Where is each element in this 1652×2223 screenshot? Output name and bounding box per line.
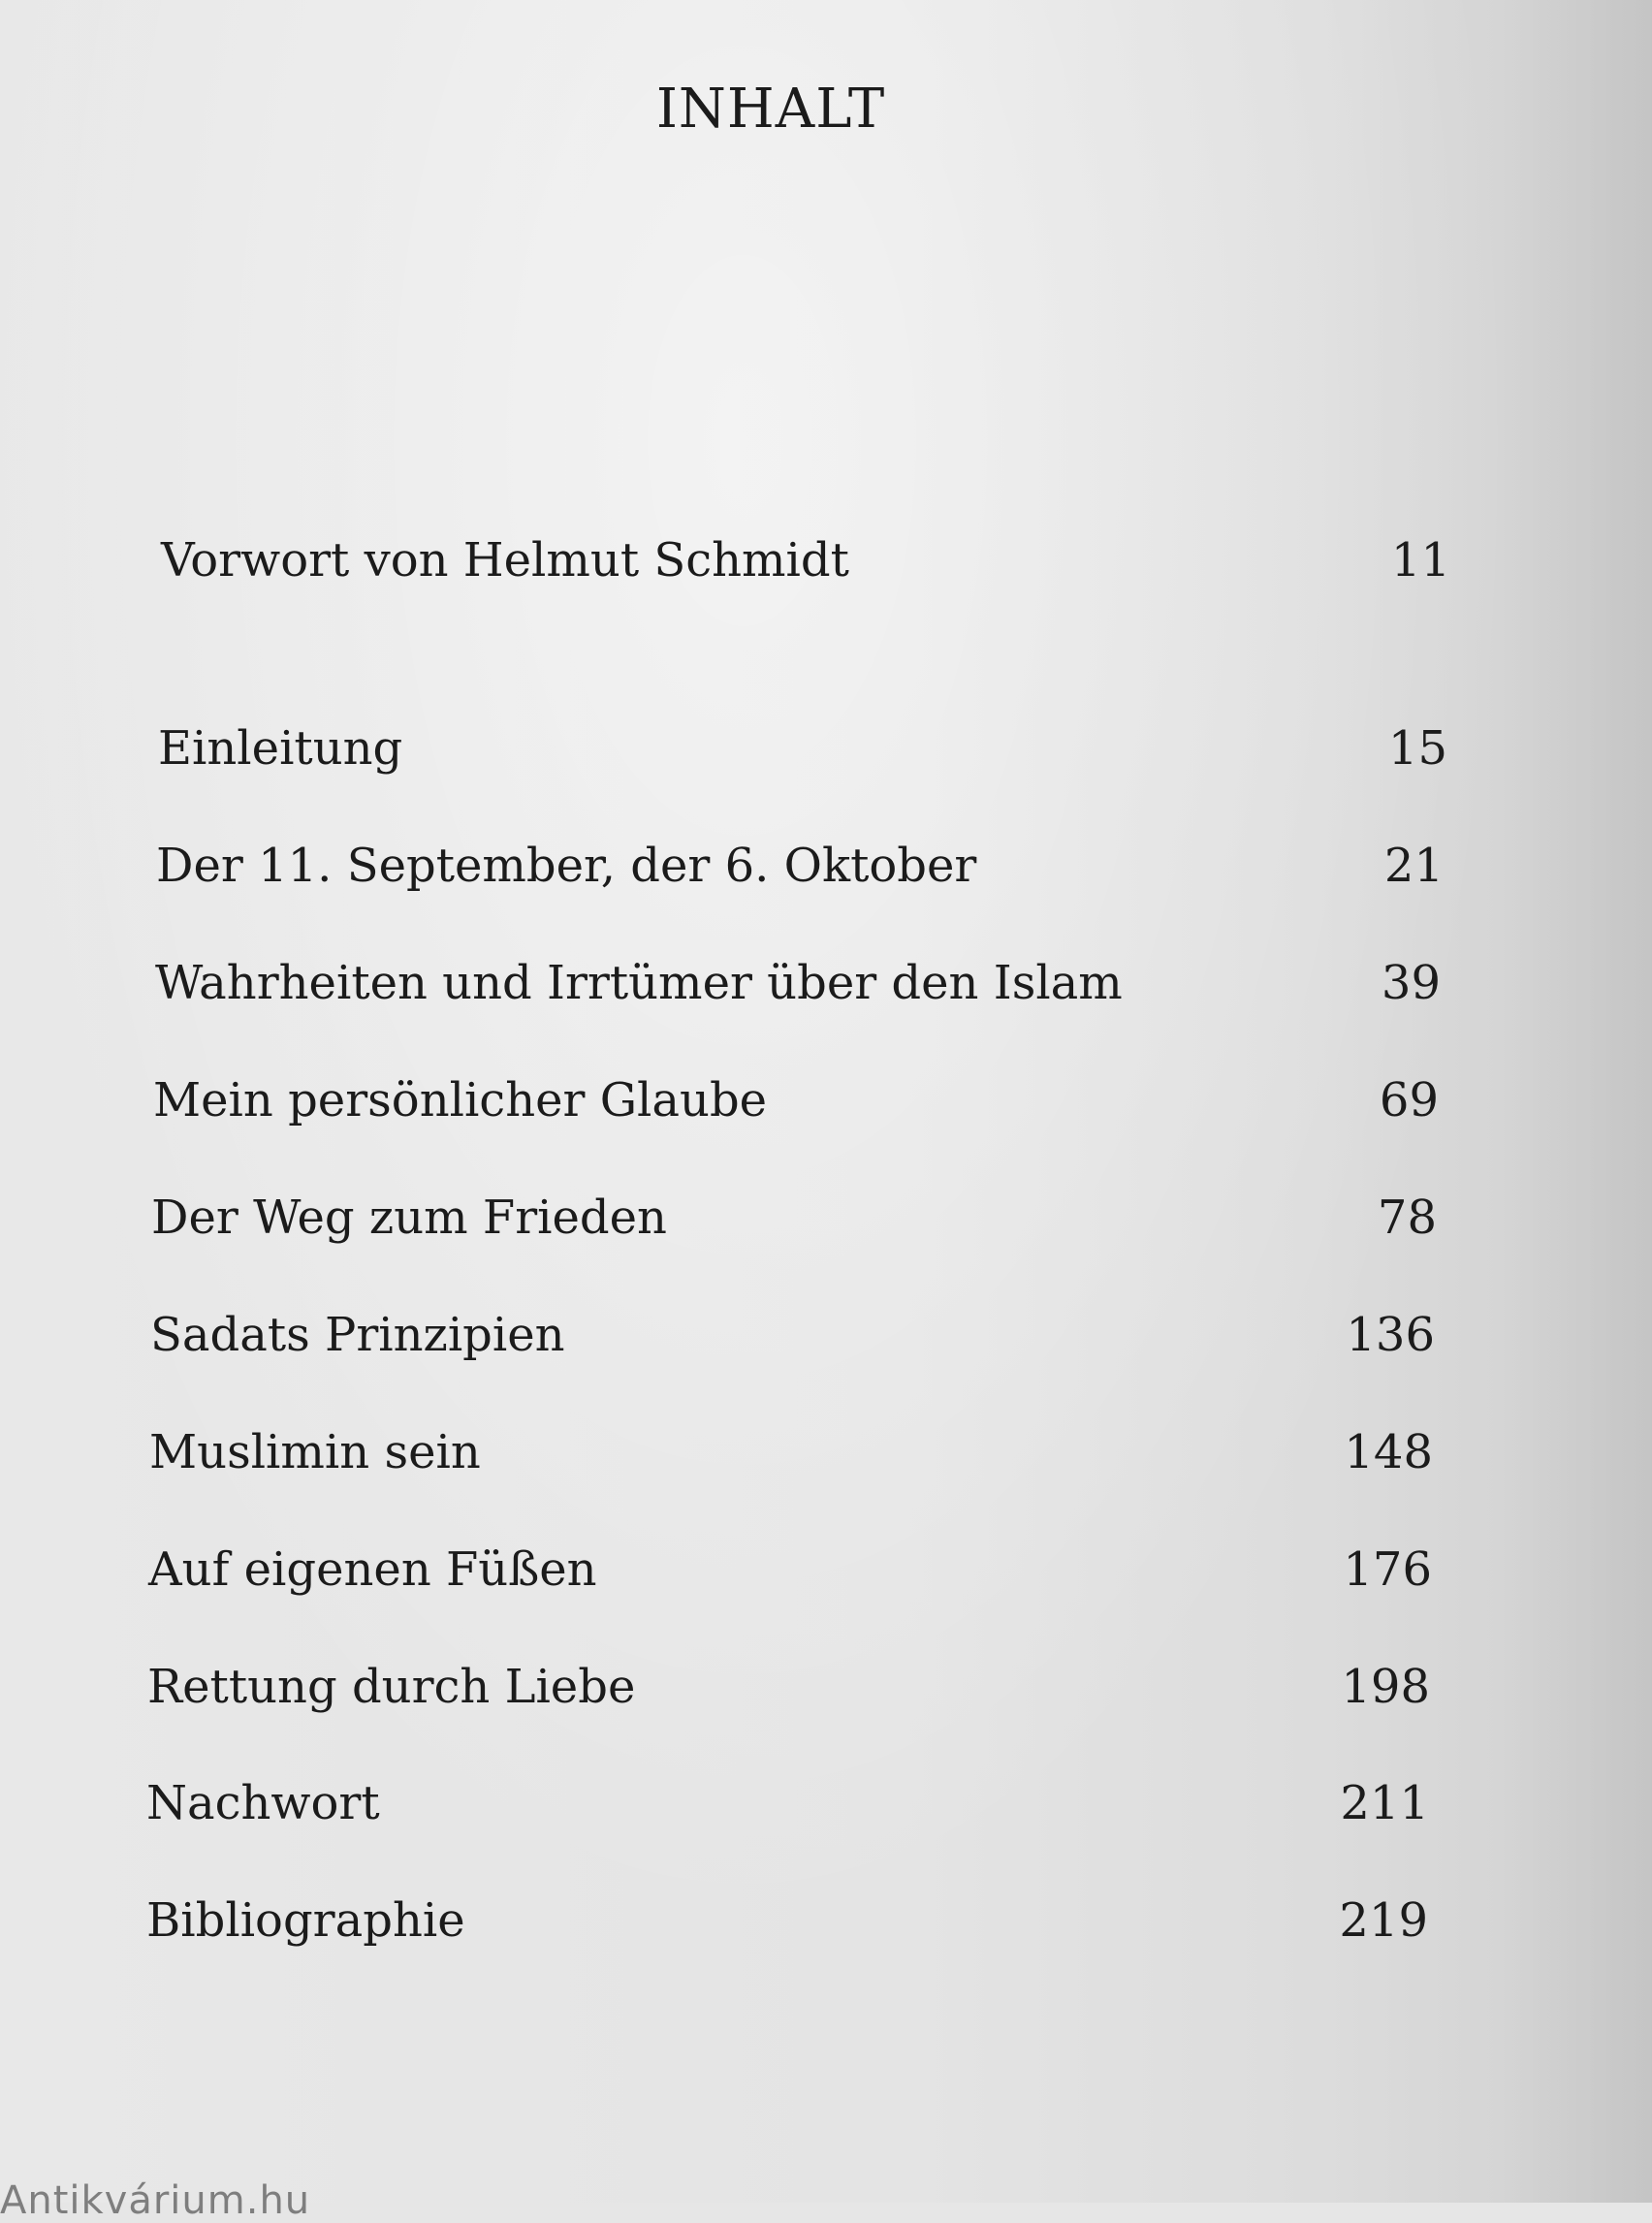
toc-entry-page: 176 bbox=[1343, 1542, 1432, 1597]
toc-entry-page: 11 bbox=[1390, 533, 1450, 588]
toc-entry-page: 69 bbox=[1379, 1073, 1439, 1127]
toc-entry-label: Bibliographie bbox=[146, 1893, 465, 1948]
watermark: Antikvárium.hu bbox=[0, 2178, 311, 2223]
toc-entry-label: Vorwort von Helmut Schmidt bbox=[161, 533, 849, 588]
toc-entry-page: 39 bbox=[1381, 956, 1441, 1010]
toc-entry-wahrheiten bbox=[155, 949, 1441, 1017]
toc-entry-label: Rettung durch Liebe bbox=[147, 1660, 636, 1714]
toc-entry-label: Der Weg zum Frieden bbox=[151, 1191, 667, 1245]
toc-entry-label: Der 11. September, der 6. Oktober bbox=[156, 839, 977, 893]
toc-entry-11-september bbox=[156, 832, 1444, 900]
toc-entry-page: 15 bbox=[1387, 721, 1447, 776]
toc-entry-page: 21 bbox=[1383, 839, 1444, 893]
toc-entry-weg-zum-frieden bbox=[151, 1184, 1437, 1252]
toc-entry-nachwort bbox=[146, 1769, 1429, 1837]
toc-entry-sadats-prinzipien bbox=[150, 1301, 1435, 1369]
toc-entry-label: Nachwort bbox=[146, 1776, 380, 1830]
toc-entry-eigenen-fuessen bbox=[148, 1536, 1432, 1604]
toc-entry-einleitung bbox=[158, 715, 1447, 782]
toc-entry-label: Einleitung bbox=[158, 721, 403, 776]
toc-entry-page: 198 bbox=[1341, 1660, 1430, 1714]
toc-entry-glaube bbox=[153, 1066, 1439, 1134]
toc-entry-page: 148 bbox=[1344, 1425, 1433, 1479]
page-title: INHALT bbox=[655, 78, 886, 141]
toc-entry-label: Wahrheiten und Irrtümer über den Islam bbox=[155, 956, 1123, 1010]
toc-entry-bibliographie bbox=[146, 1887, 1428, 1954]
toc-entry-page: 219 bbox=[1339, 1893, 1428, 1948]
toc-entry-vorwort bbox=[161, 526, 1450, 594]
toc-entry-page: 78 bbox=[1377, 1191, 1437, 1245]
toc-entry-label: Muslimin sein bbox=[149, 1425, 481, 1479]
toc-entry-page: 136 bbox=[1346, 1308, 1435, 1362]
toc-entry-label: Mein persönlicher Glaube bbox=[153, 1073, 768, 1127]
toc-entry-label: Auf eigenen Füßen bbox=[148, 1542, 597, 1597]
toc-entry-page: 211 bbox=[1340, 1776, 1429, 1830]
toc-entry-muslimin-sein bbox=[149, 1418, 1433, 1486]
toc-entry-rettung bbox=[147, 1653, 1430, 1721]
toc-entry-label: Sadats Prinzipien bbox=[150, 1308, 565, 1362]
